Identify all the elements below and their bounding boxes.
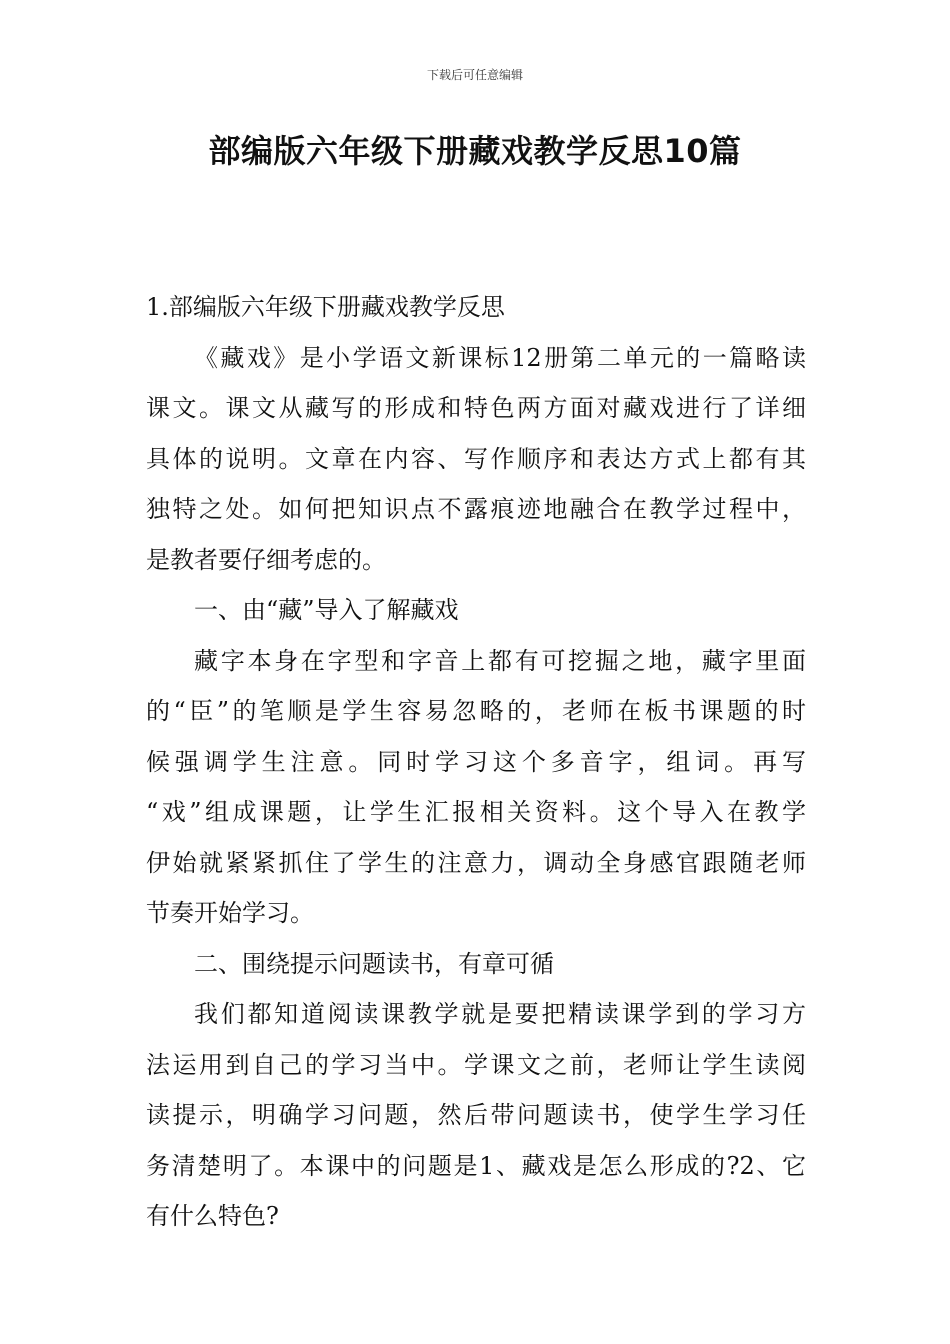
paragraph-line: 具体的说明。文章在内容、写作顺序和表达方式上都有其 bbox=[146, 444, 806, 473]
paragraph-line: 法运用到自己的学习当中。学课文之前，老师让学生读阅 bbox=[146, 1050, 806, 1079]
paragraph-line: 是教者要仔细考虑的。 bbox=[146, 545, 386, 574]
document-title: 部编版六年级下册藏戏教学反思10篇 bbox=[208, 132, 742, 170]
paragraph-line: 读提示，明确学习问题，然后带问题读书，使学生学习任 bbox=[146, 1101, 806, 1129]
paragraph-line: 务清楚明了。本课中的问题是1、藏戏是怎么形成的?2、它 bbox=[146, 1151, 806, 1180]
paragraph-line: 课文。课文从藏写的形成和特色两方面对藏戏进行了详细 bbox=[146, 394, 806, 422]
paragraph-line: 有什么特色? bbox=[146, 1202, 279, 1230]
paragraph-line: 《藏戏》是小学语文新课标12册第二单元的一篇略读 bbox=[194, 343, 806, 372]
paragraph-line: “戏”组成课题，让学生汇报相关资料。这个导入在教学 bbox=[146, 798, 806, 826]
paragraph-line: 我们都知道阅读课教学就是要把精读课学到的学习方 bbox=[194, 1000, 806, 1028]
paragraph-line: 节奏开始学习。 bbox=[146, 899, 314, 927]
paragraph-line: 的“臣”的笔顺是学生容易忽略的，老师在板书课题的时 bbox=[146, 697, 806, 725]
subheading: 一、由“藏”导入了解藏戏 bbox=[194, 596, 459, 624]
paragraph-line: 独特之处。如何把知识点不露痕迹地融合在教学过程中， bbox=[146, 495, 806, 523]
paragraph-line: 藏字本身在字型和字音上都有可挖掘之地，藏字里面 bbox=[194, 646, 806, 675]
paragraph-line: 候强调学生注意。同时学习这个多音字，组词。再写 bbox=[146, 747, 806, 776]
section-heading: 1.部编版六年级下册藏戏教学反思 bbox=[146, 293, 505, 321]
header-note: 下载后可任意编辑 bbox=[426, 68, 523, 82]
paragraph-line: 伊始就紧紧抓住了学生的注意力，调动全身感官跟随老师 bbox=[146, 848, 806, 877]
subheading: 二、围绕提示问题读书，有章可循 bbox=[194, 949, 554, 978]
document-body bbox=[146, 282, 806, 1242]
